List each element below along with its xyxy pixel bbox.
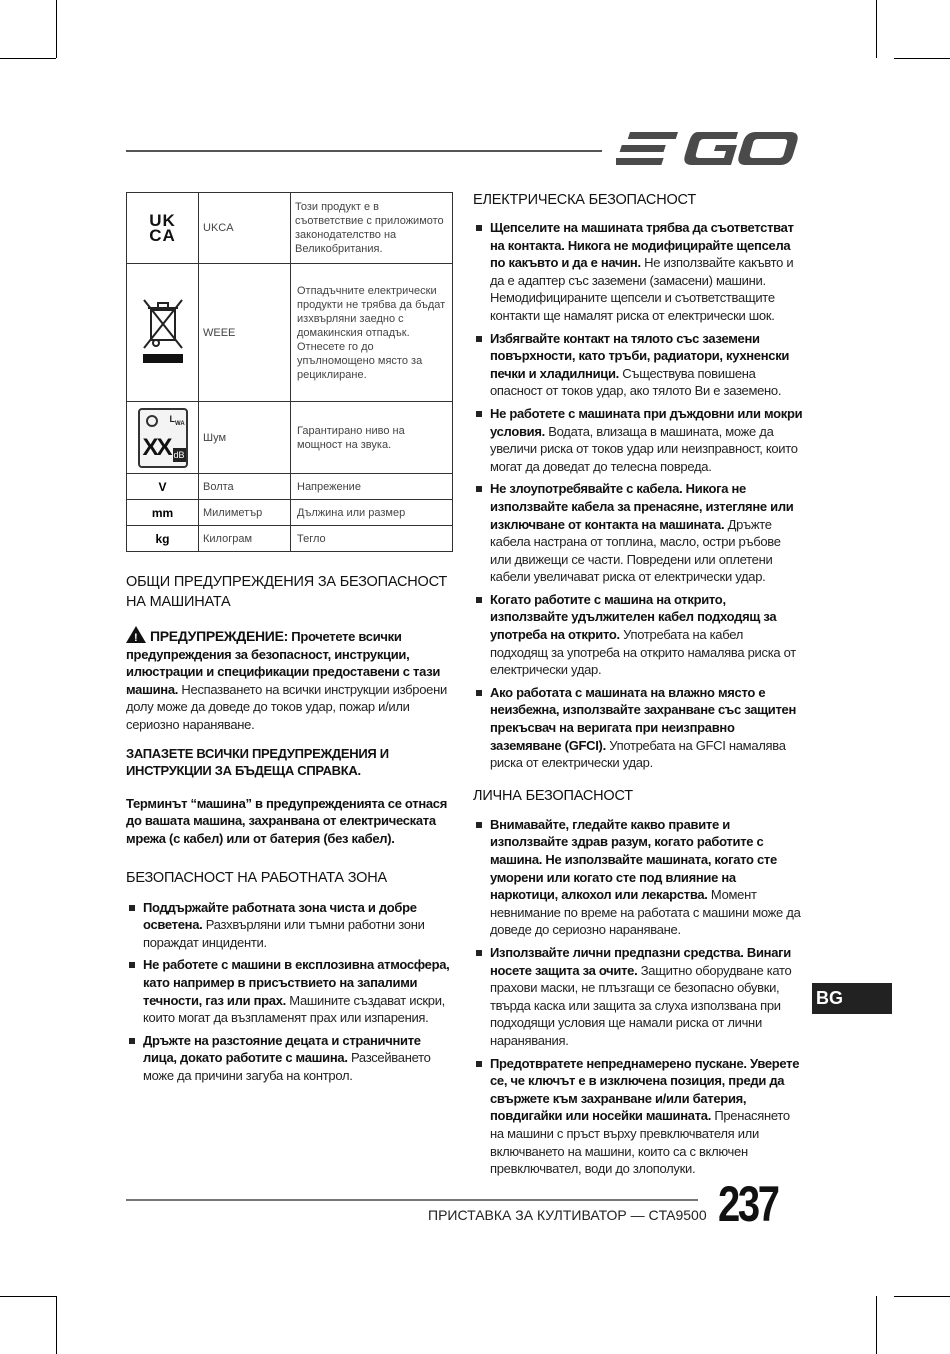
item-bold: Използвайте лични предпазни средства. Винаги носете защита за очите. <box>490 944 791 978</box>
ukca-symbol: UK CA <box>127 193 199 264</box>
list-item <box>473 1055 803 1178</box>
crop-mark <box>0 58 56 59</box>
crop-mark <box>876 1296 877 1354</box>
work-area-list <box>126 899 453 1085</box>
footer-title: ПРИСТАВКА ЗА КУЛТИВАТОР — CTA9500 <box>428 1207 707 1223</box>
symbol-description: Гарантирано ниво на мощност на звука. <box>291 402 453 474</box>
crop-mark <box>56 0 57 58</box>
list-item <box>473 684 803 772</box>
noise-level-icon: $L_{WA}$ XX dB <box>127 402 199 474</box>
personal-safety-list <box>473 816 803 1178</box>
language-tab: BG <box>812 983 892 1014</box>
list-item <box>126 956 453 1026</box>
crop-mark <box>0 1296 56 1297</box>
warning-paragraph <box>126 626 453 734</box>
symbol-description: Тегло <box>291 526 453 552</box>
table-row <box>127 193 453 264</box>
item-bold: Поддържайте работната зона чиста и добре осветена. <box>143 899 417 933</box>
item-bold: Предотвратете непреднамерено пускане. Уверете се, че ключът е в изключена позиция, преди да свържете към захранване и/или батерия, повдигайки или носейки машината. <box>490 1055 800 1124</box>
item-text: Употребата на кабел подходящ за употреба на открито намалява риска от електрически удар. <box>490 627 796 678</box>
crop-mark <box>56 1296 57 1354</box>
term-definition: Терминът “машина” в предупрежденията се отнася до вашата машина, захранвана от електрическата мрежа (с кабел) или от батерия (без кабел). <box>126 795 448 846</box>
symbol-name: Килограм <box>199 526 291 552</box>
symbol-description: Отпадъчните електрически продукти не трябва да бъдат изхвърляни заедно с домакинския отпадък. Отнесете го до упълномощено място за рециклиране. <box>291 264 453 402</box>
item-text: Водата, влизаща в машината, може да увеличи риска от токов удар или неизправност, които могат да доведат до телесна повреда. <box>490 423 798 474</box>
item-text: Пренасянето на машини с пръст върху превключвателя или включването на машини, които са с включен превключвател, води до злополуки. <box>490 1108 790 1177</box>
symbols-table <box>126 192 453 552</box>
table-row <box>127 526 453 552</box>
unit-symbol: mm <box>127 500 199 526</box>
symbol-name: WEEE <box>199 264 291 402</box>
item-text: Разсейването може да причини загуба на контрол. <box>143 1050 431 1083</box>
footer-rule <box>126 1199 698 1201</box>
item-text: Момент невнимание по време на работата с машини може да доведе до сериозно нараняване. <box>490 887 801 938</box>
warning-text: Неспазването на всички инструкции изброени долу може да доведе до токов удар, пожар и/или сериозно нараняване. <box>126 681 447 732</box>
list-item <box>473 591 803 679</box>
list-item <box>473 330 803 400</box>
item-bold: Ако работата с машината на влажно място е неизбежна, използвайте захранване със защитен прекъсвач на веригата при неизправно заземяване (GFCI). <box>490 684 797 753</box>
item-bold: Не злоупотребявайте с кабела. Никога не използвайте кабела за пренасяне, изтегляне или изключване от контакта на машината. <box>490 481 794 532</box>
item-text: Разхвърляни или тъмни работни зони пораждат инциденти. <box>143 917 425 950</box>
warning-label: ПРЕДУПРЕЖДЕНИЕ: <box>150 628 288 644</box>
list-item <box>473 480 803 586</box>
item-bold: Не работете с машини в експлозивна атмосфера, като например в присъствието на запалими течности, газ или прах. <box>143 957 450 1008</box>
list-item <box>473 816 803 939</box>
section-heading: ЛИЧНА БЕЗОПАСНОСТ <box>473 787 633 804</box>
left-column <box>126 192 453 1084</box>
list-item <box>473 219 803 325</box>
table-row <box>127 264 453 402</box>
table-row <box>127 402 453 474</box>
symbol-description: Дължина или размер <box>291 500 453 526</box>
header-rule <box>126 150 602 152</box>
item-bold: Дръжте на разстояние децата и страничните лица, докато работите с машина. <box>143 1032 421 1066</box>
item-bold: Когато работите с машина на открито, използвайте удължителен кабел подходящ за употреба на открито. <box>490 591 777 643</box>
unit-symbol: V <box>127 474 199 500</box>
crop-mark <box>894 1296 950 1297</box>
symbol-name: Милиметър <box>199 500 291 526</box>
save-instructions: ЗАПАЗЕТЕ ВСИЧКИ ПРЕДУПРЕЖДЕНИЯ И ИНСТРУКЦИИ ЗА БЪДЕЩА СПРАВКА. <box>126 745 389 779</box>
list-item <box>126 899 453 952</box>
weee-bin-icon <box>127 264 199 402</box>
item-bold: Избягвайте контакт на тялото със заземени повърхности, като тръби, радиатори, кухненски печки и хладилници. <box>490 330 790 381</box>
symbol-description: Напрежение <box>291 474 453 500</box>
crop-mark <box>876 0 877 58</box>
electrical-safety-list <box>473 219 803 772</box>
item-bold: Щепселите на машината трябва да съответстват на контакта. Никога не модифицирайте щепсела по какъвто и да е начин. <box>490 220 794 271</box>
crop-mark <box>894 58 950 59</box>
item-text: Съществува повишена опасност от токов удар, ако тялото Ви е заземено. <box>490 365 782 399</box>
unit-symbol: kg <box>127 526 199 552</box>
svg-text:EGO: EGO <box>616 126 619 127</box>
page-number: 237 <box>718 1176 778 1232</box>
table-row <box>127 500 453 526</box>
symbol-name: Волта <box>199 474 291 500</box>
table-row <box>127 474 453 500</box>
symbol-description: Този продукт е в съответствие с приложимото законодателство на Великобритания. <box>291 193 453 264</box>
ego-logo <box>616 126 800 177</box>
symbol-name: Шум <box>199 402 291 474</box>
warning-bold-text: Прочетете всички предупреждения за безопасност, инструкции, илюстрации и спецификации предоставени с тази машина. <box>126 629 441 697</box>
list-item <box>126 1032 453 1085</box>
item-bold: Не работете с машината при дъждовни или мокри условия. <box>490 405 803 439</box>
symbol-name: UKCA <box>199 193 291 264</box>
warning-triangle-icon: ! <box>126 626 146 643</box>
section-heading: БЕЗОПАСНОСТ НА РАБОТНАТА ЗОНА <box>126 869 387 886</box>
item-text: Машините създават искри, които могат да възпламенят прах или изпарения. <box>143 992 445 1026</box>
item-text: Дръжте кабела настрана от топлина, масло, остри ръбове или движещи се части. Повредени или оплетени кабели увеличават риска от електрически удар. <box>490 516 781 585</box>
list-item <box>473 405 803 475</box>
item-text: Защитно оборудване като прахови маски, не плъзгащи се безопасно обувки, твърда каска или защита за слуха използвана при подходящи условия ще намали риска от лични наранявания. <box>490 962 792 1048</box>
section-heading: ОБЩИ ПРЕДУПРЕЖДЕНИЯ ЗА БЕЗОПАСНОСТ НА МАШИНАТА <box>126 574 448 610</box>
item-text: Употребата на GFCI намалява риска от електрически удар. <box>490 737 786 771</box>
section-heading: ЕЛЕКТРИЧЕСКА БЕЗОПАСНОСТ <box>473 192 696 208</box>
item-text: Не използвайте какъвто и да е адаптер със заземени (замасени) машини. Немодифицираните щепсели и съответстващите контакти ще намалят риска от електрически шок. <box>490 255 794 323</box>
item-bold: Внимавайте, гледайте какво правите и използвайте здрав разум, когато работите с машина. Не използвайте машината, когато сте уморени или когато сте под влияние на наркотици, алкохол или лекарства. <box>490 816 777 903</box>
list-item <box>473 944 803 1050</box>
right-column <box>473 190 803 1178</box>
